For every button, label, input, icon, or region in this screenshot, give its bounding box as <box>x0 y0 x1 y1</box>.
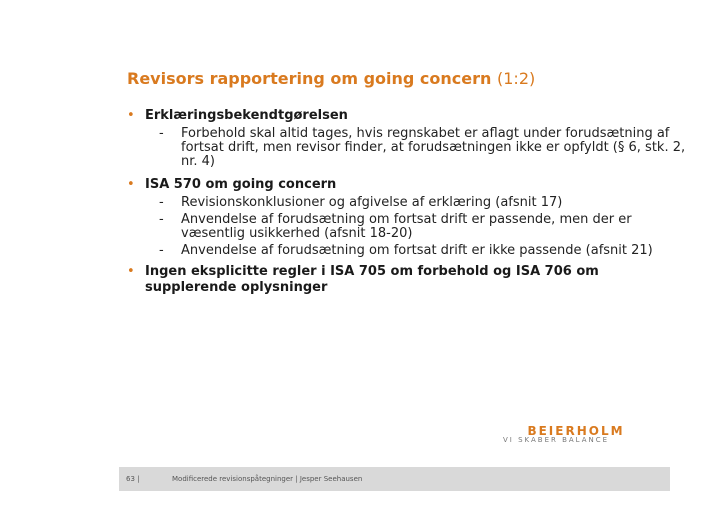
bullet-text: ISA 570 om going concern <box>145 177 337 192</box>
slide-title-suffix: (1:2) <box>497 69 536 88</box>
bullet-dot-icon: • <box>127 177 135 192</box>
slide-title-main: Revisors rapportering om going concern <box>127 69 492 88</box>
sub-item <box>127 244 687 258</box>
slide-title <box>127 69 687 88</box>
bullet-dot-icon: • <box>127 264 135 279</box>
bullet-dot-icon: • <box>127 108 135 123</box>
slide-content <box>127 108 687 300</box>
sub-item <box>127 127 687 169</box>
footer-bar <box>119 467 670 491</box>
dash-icon: - <box>159 212 164 227</box>
logo-name: BEIERHOLM <box>527 424 625 438</box>
dash-icon: - <box>159 126 164 141</box>
sub-text: Anvendelse af forudsætning om fortsat drift er ikke passende (afsnit 21) <box>181 243 653 258</box>
sub-item <box>127 213 687 241</box>
bullet-text: Ingen eksplicitte regler i ISA 705 om forbehold og ISA 706 om supplerende oplysninger <box>145 264 599 295</box>
bullet-item <box>127 108 687 169</box>
sub-text: Revisionskonklusioner og afgivelse af erklæring (afsnit 17) <box>181 195 563 210</box>
dash-icon: - <box>159 243 164 258</box>
page-number: 63 | <box>126 475 140 483</box>
logo-tagline: VI SKABER BALANCE <box>503 436 610 444</box>
sub-item <box>127 196 687 210</box>
dash-icon: - <box>159 195 164 210</box>
footer-text: Modificerede revisionspåtegninger | Jesper Seehausen <box>172 475 363 483</box>
sub-text: Anvendelse af forudsætning om fortsat drift er passende, men der er væsentlig usikkerhed (afsnit 18-20) <box>181 212 632 241</box>
bullet-item <box>127 264 687 296</box>
sub-text: Forbehold skal altid tages, hvis regnskabet er aflagt under forudsætning af fortsat drift, men revisor finder, at forudsætningen ikke er opfyldt (§ 6, stk. 2, nr. 4) <box>181 126 686 169</box>
bullet-item <box>127 177 687 258</box>
bullet-text: Erklæringsbekendtgørelsen <box>145 108 348 123</box>
